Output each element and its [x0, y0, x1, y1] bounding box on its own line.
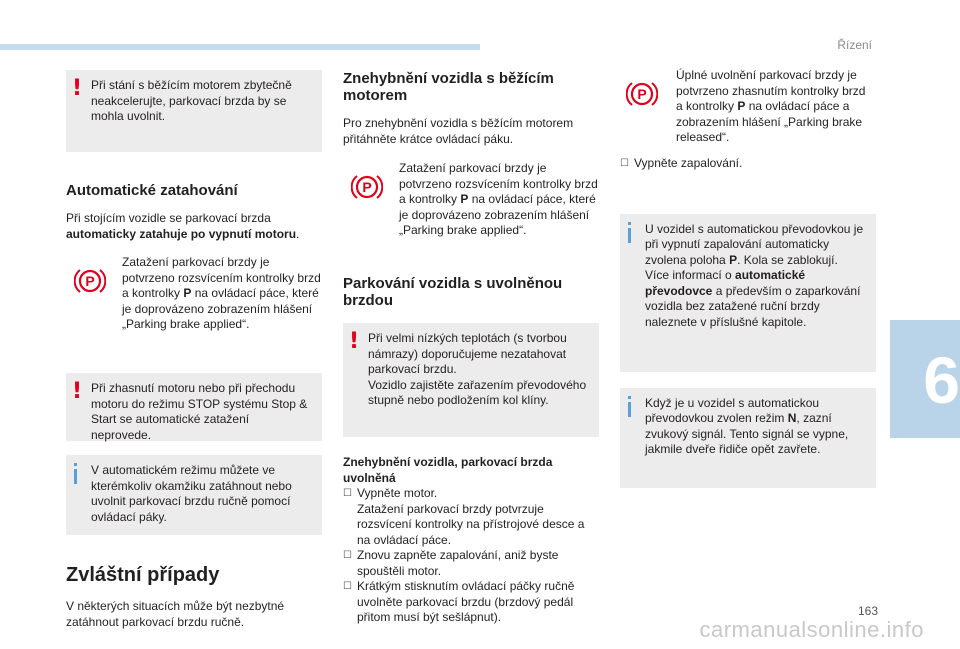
info-box — [620, 388, 876, 488]
info-text: Když je u vozidel s automatickou převodovkou zvolen režim N, zazní zvukový signál. Tento signál se vypne, jakmile dveře řidiče opět zavřete. — [645, 395, 849, 456]
chapter-number: 6 — [923, 343, 960, 417]
warning-icon: ! — [349, 329, 360, 354]
svg-text:P: P — [85, 273, 95, 289]
section-heading: Parkování vozidla s uvolněnou brzdou — [343, 275, 563, 309]
top-accent-bar — [0, 44, 480, 50]
warning-text: Při stání s běžícím motorem zbytečně neakcelerujte, parkovací brzda by se mohla uvolnit. — [91, 78, 292, 123]
warning-text: Při zhasnutí motoru nebo při přechodu motoru do režimu STOP systému Stop & Start se automatické zatažení neprovede. — [91, 381, 308, 442]
parking-brake-icon — [351, 171, 383, 203]
warning-icon: ! — [72, 379, 83, 404]
section-heading: Automatické zatahování — [66, 182, 238, 199]
page-number: 163 — [857, 604, 878, 618]
paragraph: Úplné uvolnění parkovací brzdy je potvrzeno zhasnutím kontrolky brzd a kontrolky P na ovládací páce a zobrazením hlášení „Parking brake released“. — [676, 68, 866, 144]
info-icon — [626, 222, 630, 243]
column-2 — [343, 70, 599, 626]
icon-paragraph — [620, 70, 876, 150]
warning-box — [66, 70, 322, 152]
section-heading: Zvláštní případy — [66, 564, 220, 586]
info-text: U vozidel s automatickou převodovkou je při vypnutí zapalování automaticky zvolena poloha P. Kola se zablokují. Více informací o automatické převodovce a především o zaparkování vozidla bez zatažené ruční brzdy naleznete v příslušné kapitole. — [645, 221, 864, 329]
section-heading: Znehybnění vozidla s běžícím motorem — [343, 70, 554, 104]
info-box — [66, 455, 322, 535]
warning-box — [66, 373, 322, 441]
warning-box — [343, 323, 599, 437]
warning-text: Při velmi nízkých teplotách (s tvorbou námrazy) doporučujeme nezatahovat parkovací brzdu. Vozidlo zajistěte zařazením převodového stupně nebo podložením kol klíny. — [368, 331, 587, 407]
square-bullet-icon: ☐ — [620, 158, 629, 169]
list-item: ☐ Vypněte zapalování. — [620, 156, 743, 170]
info-box — [620, 214, 876, 372]
section-name: Řízení — [837, 38, 872, 52]
icon-paragraph — [343, 161, 599, 257]
svg-text:P: P — [637, 86, 647, 102]
paragraph: Zatažení parkovací brzdy je potvrzeno rozsvícením kontrolky brzd a kontrolky P na ovládací páce, které je doprovázeno zobrazením hlášení „Parking brake applied“. — [399, 161, 598, 237]
paragraph: V některých situacích může být nezbytné zatáhnout parkovací brzdu ručně. — [66, 599, 285, 629]
parking-brake-icon — [74, 265, 106, 297]
paragraph: Pro znehybnění vozidla s běžícím motorem přitáhněte krátce ovládací páku. — [343, 116, 574, 146]
list-item: ☐ Vypněte motor. Zatažení parkovací brzdy potvrzuje rozsvícení kontrolky na přístrojové desce a na ovládací páce. — [343, 486, 585, 547]
subheading: Znehybnění vozidla, parkovací brzda uvolněná — [343, 455, 553, 485]
square-bullet-icon: ☐ — [343, 488, 352, 499]
square-bullet-icon: ☐ — [343, 581, 352, 592]
list-item: ☐ Znovu zapněte zapalování, aniž byste spouštěli motor. — [343, 548, 559, 578]
paragraph: Při stojícím vozidle se parkovací brzda automaticky zatahuje po vypnutí motoru. — [66, 211, 300, 241]
watermark: carmanualsonline.info — [699, 617, 924, 642]
list-item: ☐ Krátkým stisknutím ovládací páčky ručně uvolněte parkovací brzdu (brzdový pedál přitom musí být sešlápnut). — [343, 579, 575, 624]
icon-paragraph — [66, 255, 322, 351]
column-3 — [620, 70, 876, 488]
info-text: V automatickém režimu můžete ve kterémkoliv okamžiku zatáhnout nebo uvolnit parkovací brzdu ručně pomocí ovládací páky. — [91, 463, 292, 524]
parking-brake-icon — [626, 78, 658, 110]
paragraph: Zatažení parkovací brzdy je potvrzeno rozsvícením kontrolky brzd a kontrolky P na ovládací páce, které je doprovázeno zobrazením hlášení „Parking brake applied“. — [122, 255, 321, 331]
info-icon — [72, 463, 76, 484]
info-icon — [626, 396, 630, 417]
column-1 — [66, 70, 322, 630]
svg-text:P: P — [362, 179, 372, 195]
square-bullet-icon: ☐ — [343, 550, 352, 561]
warning-icon: ! — [72, 76, 83, 101]
